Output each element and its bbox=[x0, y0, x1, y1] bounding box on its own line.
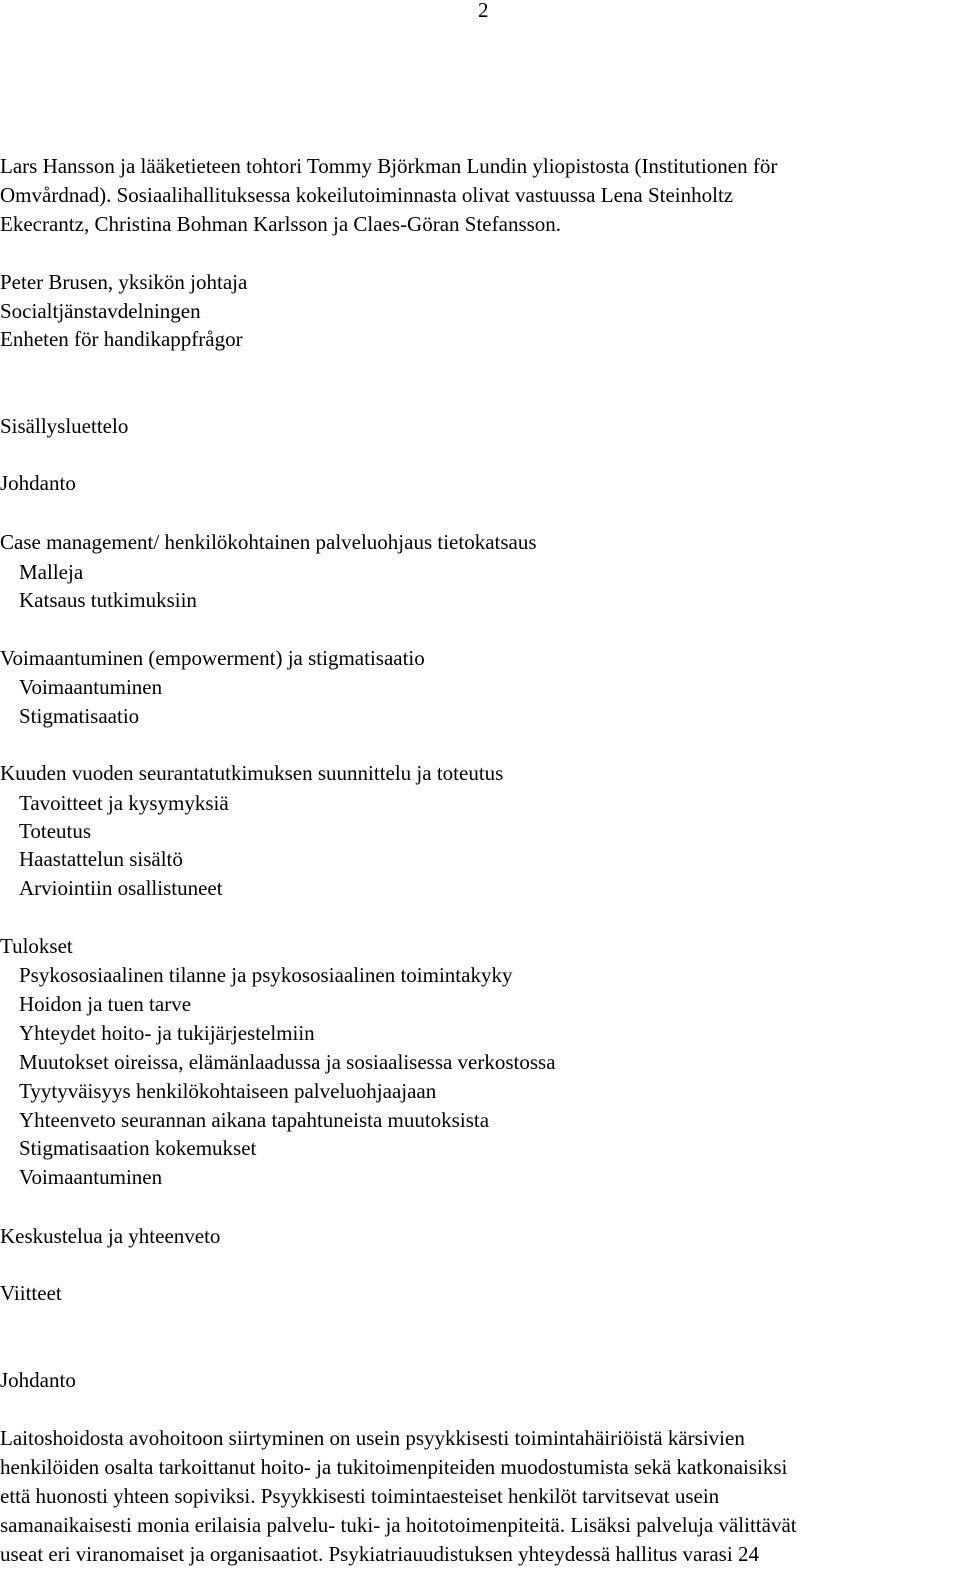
toc-subitem: Malleja bbox=[19, 560, 84, 584]
intro-line: Ekecrantz, Christina Bohman Karlsson ja Claes-Göran Stefansson. bbox=[0, 212, 562, 236]
toc-subitem: Voimaantuminen bbox=[19, 1165, 163, 1189]
toc-subitem: Yhteydet hoito- ja tukijärjestelmiin bbox=[19, 1021, 315, 1045]
toc-subitem: Tyytyväisyys henkilökohtaiseen palveluohjaajaan bbox=[19, 1079, 437, 1103]
body-line: samanaikaisesti monia erilaisia palvelu- tuki- ja hoitotoimenpiteitä. Lisäksi palveluja välittävät bbox=[0, 1513, 797, 1537]
signature-name: Peter Brusen, yksikön johtaja bbox=[0, 270, 248, 294]
toc-subitem: Voimaantuminen bbox=[19, 675, 163, 699]
signature-department: Socialtjänstavdelningen bbox=[0, 299, 201, 323]
page-number: 2 bbox=[478, 0, 489, 22]
toc-heading: Sisällysluettelo bbox=[0, 414, 129, 438]
toc-section-title: Kuuden vuoden seurantatutkimuksen suunnittelu ja toteutus bbox=[0, 761, 504, 785]
body-line: että huonosti yhteen sopiviksi. Psyykkisesti toimintaesteiset henkilöt tarvitsevat usein bbox=[0, 1484, 720, 1508]
intro-line: Omvårdnad). Sosiaalihallituksessa kokeilutoiminnasta olivat vastuussa Lena Steinholtz bbox=[0, 183, 734, 207]
toc-section-title: Case management/ henkilökohtainen palveluohjaus tietokatsaus bbox=[0, 530, 537, 554]
signature-unit: Enheten för handikappfrågor bbox=[0, 327, 243, 351]
toc-subitem: Muutokset oireissa, elämänlaadussa ja sosiaalisessa verkostossa bbox=[19, 1050, 556, 1074]
toc-subitem: Haastattelun sisältö bbox=[19, 847, 183, 871]
toc-subitem: Stigmatisaatio bbox=[19, 704, 140, 728]
section-heading: Johdanto bbox=[0, 1368, 76, 1392]
body-line: henkilöiden osalta tarkoittanut hoito- ja tukitoimenpiteiden muodostumista sekä katkonaisiksi bbox=[0, 1455, 788, 1479]
toc-subitem: Arviointiin osallistuneet bbox=[19, 876, 223, 900]
toc-subitem: Hoidon ja tuen tarve bbox=[19, 992, 192, 1016]
toc-subitem: Katsaus tutkimuksiin bbox=[19, 588, 197, 612]
toc-subitem: Yhteenveto seurannan aikana tapahtuneista muutoksista bbox=[19, 1108, 490, 1132]
toc-entry-references: Viitteet bbox=[0, 1281, 62, 1305]
toc-subitem: Toteutus bbox=[19, 819, 92, 843]
toc-subitem: Tavoitteet ja kysymyksiä bbox=[19, 791, 229, 815]
toc-subitem: Stigmatisaation kokemukset bbox=[19, 1136, 257, 1160]
body-line: useat eri viranomaiset ja organisaatiot. Psykiatriauudistuksen yhteydessä hallitus varasi 24 bbox=[0, 1542, 759, 1566]
body-line: Laitoshoidosta avohoitoon siirtyminen on usein psyykkisesti toimintahäiriöistä kärsivien bbox=[0, 1426, 745, 1450]
toc-entry-discussion: Keskustelua ja yhteenveto bbox=[0, 1224, 221, 1248]
toc-entry-intro: Johdanto bbox=[0, 471, 76, 495]
intro-line: Lars Hansson ja lääketieteen tohtori Tommy Björkman Lundin yliopistosta (Institutionen för bbox=[0, 154, 778, 178]
toc-section-title: Tulokset bbox=[0, 934, 73, 958]
toc-subitem: Psykososiaalinen tilanne ja psykososiaalinen toimintakyky bbox=[19, 963, 513, 987]
toc-section-title: Voimaantuminen (empowerment) ja stigmatisaatio bbox=[0, 646, 425, 670]
